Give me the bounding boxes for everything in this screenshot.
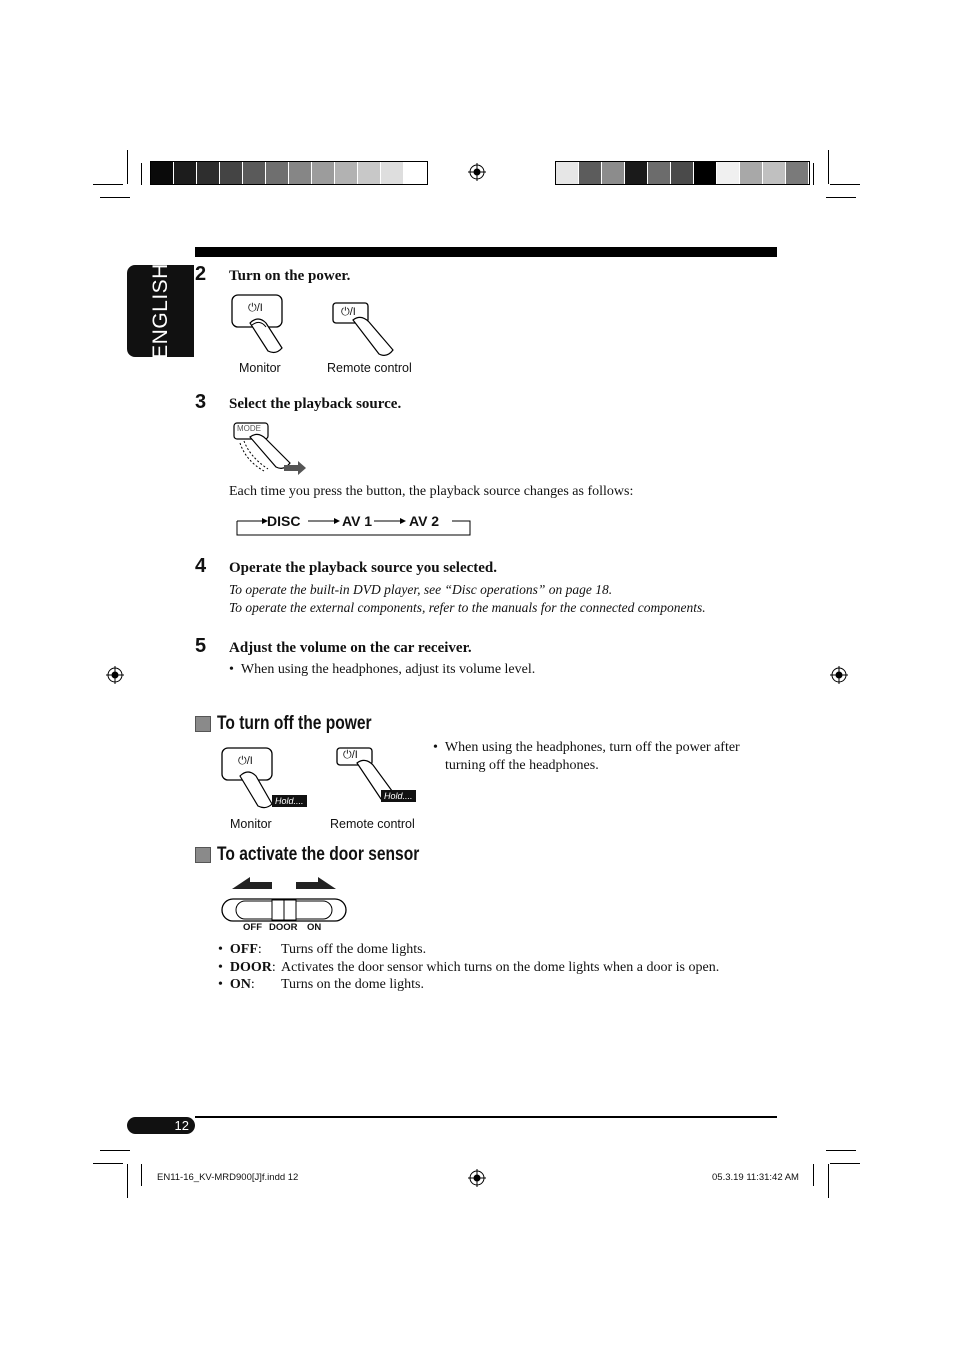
remote-hold-illustration	[335, 745, 425, 807]
option-sep: :	[257, 942, 262, 957]
color-swatch	[335, 162, 358, 184]
registration-mark-icon	[106, 666, 124, 684]
print-timestamp: 05.3.19 11:31:42 AM	[712, 1172, 799, 1183]
hold-label: Hold....	[272, 795, 307, 807]
step-note: To operate the external components, refer to the manuals for the connected components.	[229, 600, 706, 615]
door-option-on: • ON:	[218, 977, 255, 992]
color-swatch	[556, 162, 579, 184]
door-switch-illustration	[220, 873, 350, 935]
step-number: 4	[195, 555, 207, 577]
crop-mark	[826, 1150, 856, 1151]
color-swatch	[151, 162, 174, 184]
section-title-door-sensor: To activate the door sensor	[217, 844, 420, 865]
crop-mark	[141, 1164, 142, 1186]
color-swatch	[243, 162, 266, 184]
language-tab	[127, 265, 194, 357]
bullet-text: When using the headphones, adjust its volume level.	[240, 662, 536, 677]
power-button-label: ⏻/I	[238, 755, 253, 767]
footer-rule	[195, 1116, 777, 1118]
step-number: 5	[195, 635, 207, 657]
step-number: 2	[195, 263, 207, 285]
language-label: ENGLISH	[148, 263, 172, 359]
crop-mark	[100, 1150, 130, 1151]
color-swatch	[763, 162, 786, 184]
caption-remote-control: Remote control	[327, 361, 412, 375]
caption-monitor: Monitor	[239, 361, 281, 375]
switch-label-on: ON	[307, 922, 322, 933]
crop-mark	[813, 163, 814, 185]
step-title: Operate the playback source you selected.	[229, 560, 498, 576]
color-swatch	[740, 162, 763, 184]
step-title: Select the playback source.	[229, 396, 402, 412]
door-option-off: • OFF:	[218, 942, 262, 957]
option-sep: :	[271, 960, 276, 975]
option-desc: Turns on the dome lights.	[281, 977, 424, 992]
option-sep: :	[250, 977, 255, 992]
section-marker	[195, 716, 211, 732]
color-bar-right	[555, 161, 810, 185]
flow-av1: AV 1	[342, 513, 373, 529]
mode-button-label: MODE	[237, 424, 261, 433]
crop-mark	[826, 197, 856, 198]
option-term: ON	[229, 977, 251, 992]
remote-power-button-illustration	[331, 300, 401, 360]
color-swatch	[694, 162, 717, 184]
step-title: Turn on the power.	[229, 268, 351, 284]
color-swatch	[602, 162, 625, 184]
crop-mark	[93, 1163, 123, 1164]
bullet-text: When using the headphones, turn off the power after	[444, 740, 740, 755]
registration-mark-icon	[830, 666, 848, 684]
color-swatch	[648, 162, 671, 184]
color-swatch	[625, 162, 648, 184]
file-slug: EN11-16_KV-MRD900[J]f.indd 12	[157, 1172, 299, 1183]
registration-mark-icon	[468, 1169, 486, 1187]
color-swatch	[197, 162, 220, 184]
crop-mark	[830, 1163, 860, 1164]
option-term: DOOR	[229, 960, 272, 975]
step-title: Adjust the volume on the car receiver.	[229, 640, 472, 656]
switch-label-door: DOOR	[269, 922, 298, 933]
option-term: OFF	[229, 942, 258, 957]
caption-monitor: Monitor	[230, 817, 272, 831]
option-desc: Turns off the dome lights.	[281, 942, 427, 957]
flow-disc: DISC	[267, 513, 301, 529]
power-button-label: ⏻/I	[343, 749, 358, 761]
color-swatch	[786, 162, 809, 184]
color-swatch	[174, 162, 197, 184]
hold-label: Hold....	[381, 790, 416, 802]
section-title-power-off: To turn off the power	[217, 713, 372, 734]
bullet-item: • When using the headphones, turn off the power after	[433, 740, 740, 755]
monitor-power-button-illustration	[230, 293, 290, 358]
color-swatch	[289, 162, 312, 184]
switch-label-off: OFF	[243, 922, 262, 933]
color-swatch	[358, 162, 381, 184]
monitor-hold-illustration	[220, 746, 310, 812]
step-number: 3	[195, 391, 207, 413]
color-swatch	[671, 162, 694, 184]
step-text: Each time you press the button, the playback source changes as follows:	[229, 484, 634, 499]
color-swatch	[266, 162, 289, 184]
step-note: To operate the built-in DVD player, see “Disc operations” on page 18.	[229, 582, 613, 597]
crop-mark	[100, 197, 130, 198]
color-swatch	[381, 162, 404, 184]
crop-mark	[127, 1164, 128, 1198]
bullet-text-continued: turning off the headphones.	[445, 758, 599, 773]
color-swatch	[717, 162, 740, 184]
color-bar-left	[150, 161, 428, 185]
color-swatch	[404, 162, 427, 184]
power-button-label: ⏻/I	[341, 306, 356, 318]
power-button-label: ⏻/I	[248, 302, 263, 314]
source-flow-diagram	[234, 511, 474, 539]
bullet-item: • When using the headphones, adjust its volume level.	[229, 662, 536, 677]
flow-av2: AV 2	[409, 513, 440, 529]
color-swatch	[220, 162, 243, 184]
option-desc: Activates the door sensor which turns on the dome lights when a door is open.	[281, 960, 720, 975]
color-swatch	[312, 162, 335, 184]
section-marker	[195, 847, 211, 863]
crop-mark	[813, 1164, 814, 1186]
crop-mark	[828, 1164, 829, 1198]
crop-mark	[828, 150, 829, 184]
header-rule	[195, 247, 777, 257]
page-number: 12	[127, 1117, 195, 1134]
door-option-door: • DOOR:	[218, 960, 276, 975]
color-swatch	[579, 162, 602, 184]
caption-remote-control: Remote control	[330, 817, 415, 831]
crop-mark	[127, 150, 128, 184]
crop-mark	[93, 184, 123, 185]
crop-mark	[830, 184, 860, 185]
crop-mark	[141, 163, 142, 185]
mode-button-illustration	[232, 421, 312, 479]
registration-mark-icon	[468, 163, 486, 181]
